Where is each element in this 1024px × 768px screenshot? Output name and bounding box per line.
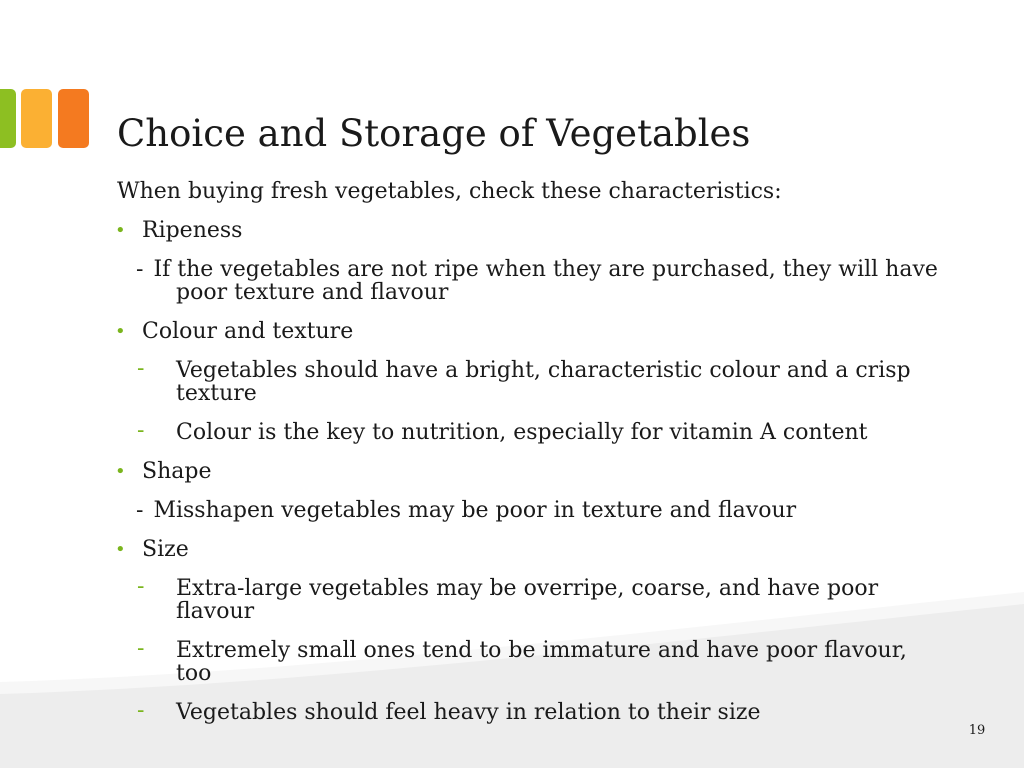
dash-marker: - [137,636,145,661]
bullet-dot: • [115,539,126,560]
dash-marker: - [137,698,145,723]
bullet-dot: • [115,321,126,342]
sub-item-text: If the vegetables are not ripe when they are purchased, they will have poor texture and flavour [153,257,938,305]
sub-item-text: Misshapen vegetables may be poor in texture and flavour [153,498,797,523]
sub-item-size-3 [117,698,947,725]
logo-block-green [0,89,16,148]
sub-item-colour-2 [117,418,947,445]
intro-text: When buying fresh vegetables, check these characteristics: [117,179,782,204]
bullet-size [117,538,947,561]
bullet-label: Size [142,537,189,562]
bullet-ripeness [117,219,947,242]
page-number: 19 [968,723,986,738]
sub-item-colour-1 [117,356,947,406]
bullet-colour-texture [117,320,947,343]
logo-block-yellow [21,89,52,148]
bullet-shape [117,460,947,483]
bullet-label: Ripeness [142,218,243,243]
bullet-label: Colour and texture [142,319,354,344]
bullet-dot: • [115,461,126,482]
logo-block-orange [58,89,89,148]
dash-marker: - [136,257,144,282]
bullet-dot: • [115,220,126,241]
slide-title: Choice and Storage of Vegetables [117,112,751,155]
logo-blocks [0,89,100,149]
sub-item-ripeness [117,258,947,304]
bullet-label: Shape [142,459,212,484]
sub-item-size-2 [117,636,947,686]
dash-marker: - [136,498,144,523]
slide-content [117,180,947,740]
sub-item-text: Extremely small ones tend to be immature and have poor flavour, too [176,638,907,686]
dash-marker: - [137,356,145,381]
dash-marker: - [137,418,145,443]
sub-item-text: Extra-large vegetables may be overripe, coarse, and have poor flavour [176,576,879,624]
dash-marker: - [137,574,145,599]
sub-item-size-1 [117,574,947,624]
sub-item-text: Vegetables should feel heavy in relation to their size [176,700,761,725]
sub-item-shape [117,499,947,522]
sub-item-text: Vegetables should have a bright, characteristic colour and a crisp texture [176,358,911,406]
sub-item-text: Colour is the key to nutrition, especially for vitamin A content [176,420,868,445]
